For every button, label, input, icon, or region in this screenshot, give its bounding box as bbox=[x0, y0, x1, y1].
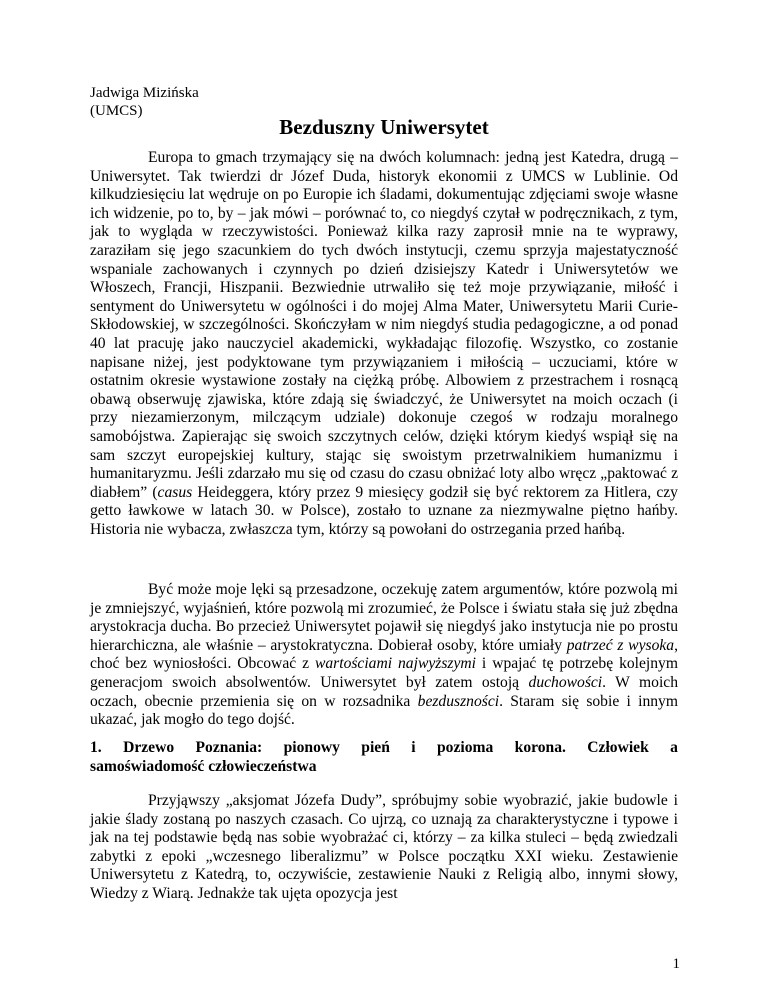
heading-word: 1. bbox=[90, 739, 102, 756]
author-name: Jadwiga Mizińska bbox=[90, 85, 199, 101]
paragraph-1-italic: casus bbox=[157, 483, 193, 501]
section-heading-line1 bbox=[90, 738, 678, 757]
paragraph-2-italic2: wartościami najwyższymi bbox=[314, 655, 476, 673]
paragraph-1-text-after: Heideggera, który przez 9 miesięcy godził się być rektorem za Hitlera, czy getto ławkowe w latach 30. w Polsce), zostało to uznane za niezmywalne piętno hańby. Historia nie wybacza, zwłaszcza tym, którzy są powołani do ostrzegania przed hańbą. bbox=[90, 483, 678, 538]
section-heading bbox=[90, 738, 678, 776]
paragraph-1 bbox=[90, 149, 678, 539]
paragraph-2-seg4: . W moich oczach, obecnie przemienia się on w rozsadnika bbox=[90, 673, 678, 710]
page-number: 1 bbox=[672, 956, 680, 972]
paragraph-2-seg1: Być może moje lęki są przesadzone, oczekuję zatem argumentów, które pozwolą mi je zmniejszyć, wyjaśnień, które pozwolą mi zrozumieć, że Polsce i światu stała się już zbędna arystokracja ducha. Bo przecież Uniwersytet pojawił się niegdyś jako instytucja nie po prostu hierarchiczna, ale właśnie – arystokratyczna. Dobierał osoby, które umiały bbox=[90, 581, 678, 654]
paragraph-2-seg5: . Staram się sobie i innym ukazać, jak mogło do tego dojść. bbox=[90, 692, 678, 729]
paragraph-2-seg2: , choć bez wyniosłości. Obcować z bbox=[90, 636, 678, 673]
paragraph-3-text: Przyjąwszy „aksjomat Józefa Dudy”, spróbujmy sobie wyobrazić, jakie budowle i jakie ślady zostaną po naszych czasach. Co ujrzą, co uznają za charakterystyczne i typowe i jak na tej podstawie będą nas sobie wyobrażać ci, którzy – za kilka stuleci – będą zwiedzali zabytki z epoki „wczesnego liberalizmu” w Polsce początku XXI wieku. Zestawienie Uniwersytetu z Katedrą, to, oczywiście, zestawienie Nauki z Religią albo, innymi słowy, Wiedzy z Wiarą. Jednakże tak ujęta opozycja jest bbox=[90, 792, 678, 902]
section-heading-line2: samoświadomość człowieczeństwa bbox=[90, 758, 317, 775]
paragraph-2-italic3: duchowości bbox=[528, 673, 603, 691]
heading-word: pozioma bbox=[436, 739, 494, 756]
heading-word: Człowiek bbox=[587, 739, 649, 756]
paragraph-3 bbox=[90, 792, 678, 904]
heading-word: pionowy bbox=[283, 739, 340, 756]
paragraph-2-italic1: patrzeć z wysoka bbox=[566, 636, 675, 654]
heading-word: Drzewo bbox=[123, 739, 175, 756]
author-affiliation: (UMCS) bbox=[90, 103, 143, 119]
paragraph-2-italic4: bezduszności bbox=[417, 692, 500, 710]
heading-word: pień bbox=[361, 739, 390, 756]
heading-word: a bbox=[670, 739, 678, 756]
paragraph-1-text: Europa to gmach trzymający się na dwóch kolumnach: jedną jest Katedra, drugą – Uniwersytet. Tak twierdzi dr Józef Duda, historyk ekonomii z UMCS w Lublinie. Od kilkudziesięciu lat wędruje on po Europie ich śladami, dokumentując zdjęciami swoje własne ich widzenie, po to, by – jak mówi – porównać to, co niegdyś czytał w podręcznikach, z tym, jak to wygląda w rzeczywistości. Ponieważ kilka razy zaprosił mnie na te wyprawy, zaraziłam się jego szacunkiem do tych dwóch instytucji, czemu sprzyja majestatyczność wspaniale zachowanych i czynnych po dzień dzisiejszy Katedr i Uniwersytetów we Włoszech, Francji, Hiszpanii. Bezwiednie utrwaliło się też moje przywiązanie, miłość i sentyment do Uniwersytetu w ogólności i do mojej Alma Mater, Uniwersytetu Marii Curie-Skłodowskiej, w szczególności. Skończyłam w nim niegdyś studia pedagogiczne, a od ponad 40 lat pracuję jako nauczyciel akademicki, wykładając filozofię. Wszystko, co zostanie napisane niżej, jest podyktowane tym przywiązaniem i miłością – uczuciami, które w ostatnim okresie wystawione zostały na ciężką próbę. Albowiem z przestrachem i rosnącą obawą obserwuję zjawiska, które zdają się świadczyć, że Uniwersytet na moich oczach (i przy niezamierzonym, milczącym udziale) dokonuje czegoś w rodzaju moralnego samobójstwa. Zapierając się swoich szczytnych celów, dzięki którym kiedyś wspiął się na sam szczyt europejskiej kultury, stając się swoistym przetrwalnikiem humanizmu i humanitaryzmu. Jeśli zdarzało mu się od czasu do czasu obniżać loty albo wręcz „paktować z diabłem” ( bbox=[90, 149, 678, 501]
paragraph-2 bbox=[90, 581, 678, 730]
heading-word: korona. bbox=[514, 739, 566, 756]
heading-word: i bbox=[411, 739, 416, 756]
paragraph-2-seg3: i wpajać tę potrzebę kolejnym generacjom swoich absolwentów. Uniwersytet był zatem ostoją bbox=[90, 655, 678, 691]
heading-word: Poznania: bbox=[195, 739, 263, 756]
document-title: Bezduszny Uniwersytet bbox=[279, 115, 489, 139]
